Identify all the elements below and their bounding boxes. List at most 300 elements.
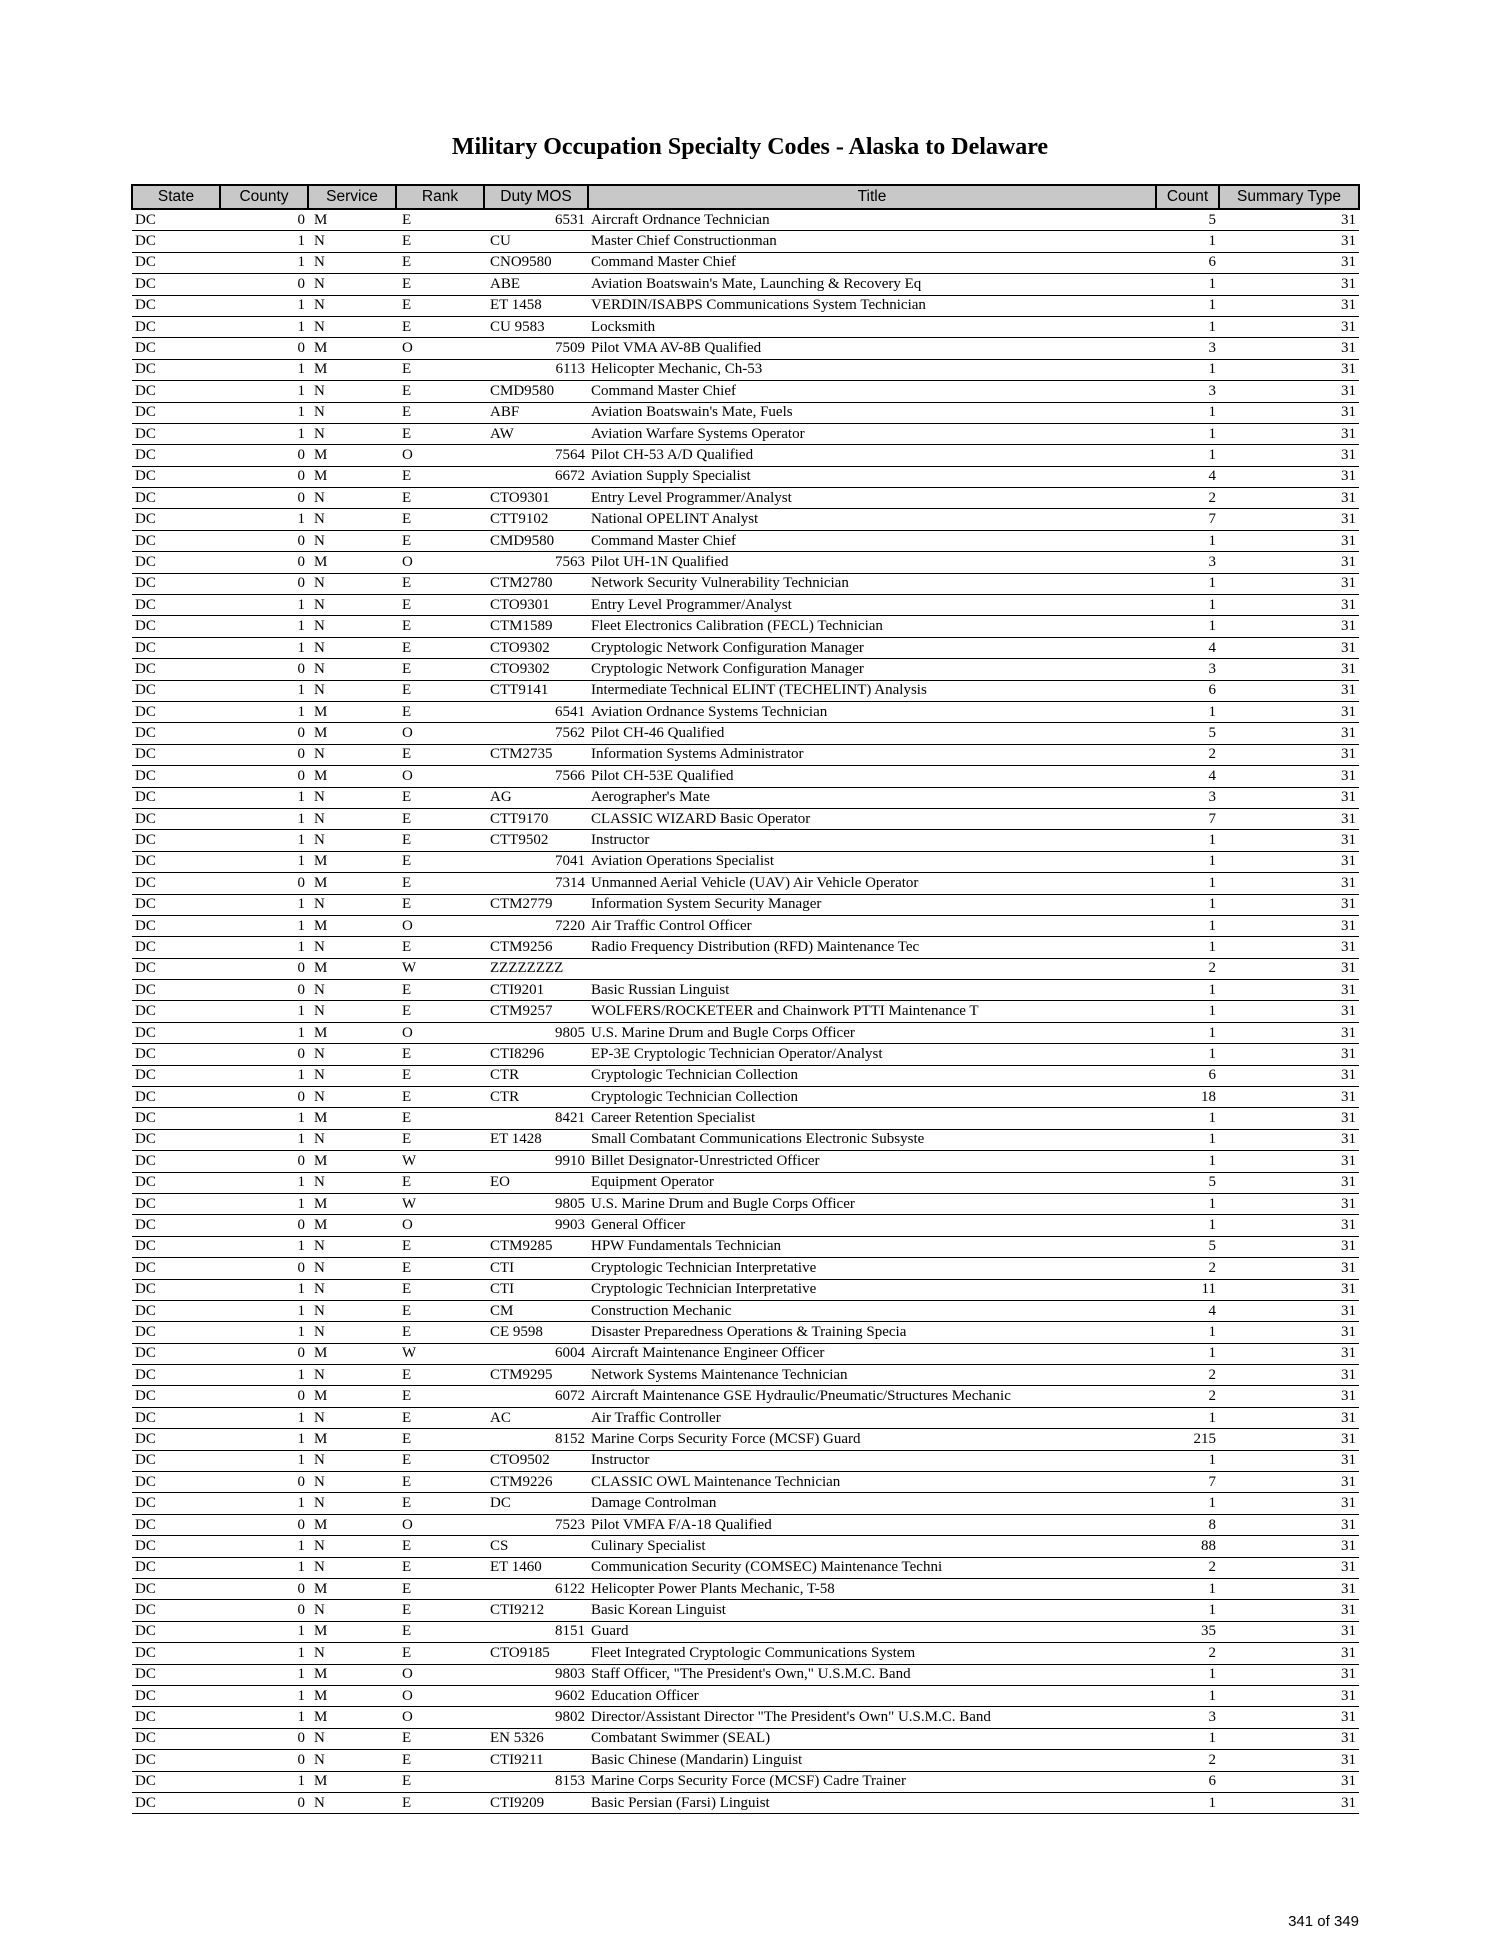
county-cell: 1 (220, 231, 308, 252)
table-row (132, 209, 1359, 231)
duty-mos-cell: 8421 (484, 1108, 588, 1129)
service-cell: M (308, 1514, 396, 1535)
summary-type-cell: 31 (1219, 252, 1359, 273)
service-cell: N (308, 1493, 396, 1514)
count-cell: 1 (1156, 873, 1219, 894)
duty-mos-cell: 9602 (484, 1685, 588, 1706)
county-cell: 0 (220, 209, 308, 231)
county-cell: 0 (220, 873, 308, 894)
rank-cell: E (396, 1493, 484, 1514)
table-row (132, 701, 1359, 722)
county-cell: 1 (220, 359, 308, 380)
county-cell: 0 (220, 1792, 308, 1813)
count-cell: 1 (1156, 1322, 1219, 1343)
rank-cell: O (396, 552, 484, 573)
title-cell: Communication Security (COMSEC) Maintenance Techni (588, 1557, 1156, 1578)
count-cell: 1 (1156, 1022, 1219, 1043)
summary-type-cell: 31 (1219, 894, 1359, 915)
summary-type-cell: 31 (1219, 1236, 1359, 1257)
duty-mos-cell: CTO9502 (484, 1450, 588, 1471)
title-cell: Entry Level Programmer/Analyst (588, 488, 1156, 509)
rank-cell: O (396, 338, 484, 359)
county-cell: 1 (220, 1129, 308, 1150)
summary-type-cell: 31 (1219, 595, 1359, 616)
state-cell: DC (132, 1600, 220, 1621)
count-cell: 7 (1156, 509, 1219, 530)
rank-cell: E (396, 873, 484, 894)
service-cell: N (308, 1322, 396, 1343)
rank-cell: E (396, 466, 484, 487)
duty-mos-cell: 7314 (484, 873, 588, 894)
count-cell: 1 (1156, 894, 1219, 915)
state-cell: DC (132, 980, 220, 1001)
title-cell: Combatant Swimmer (SEAL) (588, 1728, 1156, 1749)
county-cell: 0 (220, 1215, 308, 1236)
count-cell: 2 (1156, 1386, 1219, 1407)
summary-type-cell: 31 (1219, 744, 1359, 765)
county-cell: 1 (220, 1322, 308, 1343)
county-cell: 0 (220, 1151, 308, 1172)
service-cell: N (308, 423, 396, 444)
service-cell: N (308, 1728, 396, 1749)
title-cell: Information System Security Manager (588, 894, 1156, 915)
summary-type-cell: 31 (1219, 1343, 1359, 1364)
count-cell: 4 (1156, 466, 1219, 487)
summary-type-cell: 31 (1219, 851, 1359, 872)
title-cell: Cryptologic Technician Collection (588, 1087, 1156, 1108)
table-row (132, 723, 1359, 744)
county-cell: 0 (220, 744, 308, 765)
table-row (132, 851, 1359, 872)
title-cell: Disaster Preparedness Operations & Training Specia (588, 1322, 1156, 1343)
count-cell: 1 (1156, 1579, 1219, 1600)
state-cell: DC (132, 1514, 220, 1535)
state-cell: DC (132, 1236, 220, 1257)
service-cell: M (308, 1193, 396, 1214)
title-cell: Cryptologic Network Configuration Manager (588, 659, 1156, 680)
county-cell: 0 (220, 1750, 308, 1771)
count-cell: 2 (1156, 958, 1219, 979)
title-cell: Marine Corps Security Force (MCSF) Cadre Trainer (588, 1771, 1156, 1792)
service-cell: M (308, 1108, 396, 1129)
table-row (132, 1258, 1359, 1279)
count-cell: 2 (1156, 1643, 1219, 1664)
table-row (132, 573, 1359, 594)
summary-type-cell: 31 (1219, 1407, 1359, 1428)
title-cell: Helicopter Power Plants Mechanic, T-58 (588, 1579, 1156, 1600)
county-cell: 1 (220, 680, 308, 701)
summary-type-cell: 31 (1219, 552, 1359, 573)
service-cell: N (308, 659, 396, 680)
table-row (132, 252, 1359, 273)
table-row (132, 552, 1359, 573)
state-cell: DC (132, 616, 220, 637)
rank-cell: E (396, 1108, 484, 1129)
summary-type-cell: 31 (1219, 1322, 1359, 1343)
title-cell: Basic Persian (Farsi) Linguist (588, 1792, 1156, 1813)
title-cell: Aviation Operations Specialist (588, 851, 1156, 872)
service-cell: N (308, 252, 396, 273)
title-cell: Marine Corps Security Force (MCSF) Guard (588, 1429, 1156, 1450)
table-row (132, 1236, 1359, 1257)
rank-cell: E (396, 1365, 484, 1386)
mos-table (131, 184, 1360, 1814)
title-cell: Information Systems Administrator (588, 744, 1156, 765)
duty-mos-cell: CE 9598 (484, 1322, 588, 1343)
rank-cell: E (396, 1579, 484, 1600)
county-cell: 1 (220, 894, 308, 915)
count-cell: 18 (1156, 1087, 1219, 1108)
rank-cell: O (396, 1707, 484, 1728)
service-cell: N (308, 1236, 396, 1257)
state-cell: DC (132, 744, 220, 765)
county-cell: 0 (220, 980, 308, 1001)
county-cell: 0 (220, 766, 308, 787)
rank-cell: W (396, 958, 484, 979)
count-cell: 5 (1156, 1172, 1219, 1193)
title-cell: General Officer (588, 1215, 1156, 1236)
table-row (132, 1514, 1359, 1535)
summary-type-cell: 31 (1219, 1450, 1359, 1471)
rank-cell: E (396, 1750, 484, 1771)
count-cell: 1 (1156, 1044, 1219, 1065)
table-row (132, 616, 1359, 637)
state-cell: DC (132, 231, 220, 252)
county-cell: 1 (220, 1365, 308, 1386)
service-cell: N (308, 1300, 396, 1321)
table-row (132, 1151, 1359, 1172)
table-row (132, 1450, 1359, 1471)
county-cell: 1 (220, 1536, 308, 1557)
title-cell: Aerographer's Mate (588, 787, 1156, 808)
county-cell: 1 (220, 1664, 308, 1685)
duty-mos-cell: 6541 (484, 701, 588, 722)
count-cell: 1 (1156, 1728, 1219, 1749)
rank-cell: O (396, 1685, 484, 1706)
duty-mos-cell: 8151 (484, 1621, 588, 1642)
title-cell: Cryptologic Network Configuration Manager (588, 637, 1156, 658)
table-row (132, 1728, 1359, 1749)
summary-type-cell: 31 (1219, 381, 1359, 402)
count-cell: 5 (1156, 209, 1219, 231)
title-cell: EP-3E Cryptologic Technician Operator/Analyst (588, 1044, 1156, 1065)
county-cell: 1 (220, 509, 308, 530)
count-cell: 1 (1156, 1493, 1219, 1514)
state-cell: DC (132, 1065, 220, 1086)
state-cell: DC (132, 1151, 220, 1172)
count-cell: 1 (1156, 573, 1219, 594)
table-row (132, 808, 1359, 829)
duty-mos-cell: 6122 (484, 1579, 588, 1600)
duty-mos-cell: CTI (484, 1279, 588, 1300)
count-cell: 2 (1156, 488, 1219, 509)
county-cell: 1 (220, 830, 308, 851)
duty-mos-cell: CTM9257 (484, 1001, 588, 1022)
county-cell: 0 (220, 274, 308, 295)
service-cell: M (308, 1685, 396, 1706)
state-cell: DC (132, 1472, 220, 1493)
title-cell: Fleet Integrated Cryptologic Communications System (588, 1643, 1156, 1664)
rank-cell: E (396, 1450, 484, 1471)
summary-type-cell: 31 (1219, 1514, 1359, 1535)
summary-type-cell: 31 (1219, 723, 1359, 744)
count-cell: 4 (1156, 1300, 1219, 1321)
service-cell: N (308, 274, 396, 295)
state-cell: DC (132, 1621, 220, 1642)
count-cell: 1 (1156, 1108, 1219, 1129)
table-row (132, 1664, 1359, 1685)
count-cell: 1 (1156, 595, 1219, 616)
count-cell: 5 (1156, 1236, 1219, 1257)
state-cell: DC (132, 701, 220, 722)
service-cell: N (308, 1365, 396, 1386)
state-cell: DC (132, 595, 220, 616)
state-cell: DC (132, 573, 220, 594)
table-row (132, 1065, 1359, 1086)
title-cell: Pilot VMA AV-8B Qualified (588, 338, 1156, 359)
table-row (132, 1300, 1359, 1321)
count-cell: 2 (1156, 744, 1219, 765)
county-cell: 1 (220, 915, 308, 936)
count-cell: 1 (1156, 359, 1219, 380)
county-cell: 1 (220, 381, 308, 402)
duty-mos-cell: CTI9212 (484, 1600, 588, 1621)
count-cell: 1 (1156, 530, 1219, 551)
rank-cell: E (396, 1300, 484, 1321)
title-cell: Pilot CH-53 A/D Qualified (588, 445, 1156, 466)
duty-mos-cell: CTO9301 (484, 488, 588, 509)
service-cell: N (308, 680, 396, 701)
service-cell: N (308, 830, 396, 851)
county-cell: 1 (220, 252, 308, 273)
count-cell: 6 (1156, 1065, 1219, 1086)
rank-cell: E (396, 1728, 484, 1749)
duty-mos-cell: 7220 (484, 915, 588, 936)
table-row (132, 680, 1359, 701)
rank-cell: E (396, 1236, 484, 1257)
duty-mos-cell: CTO9302 (484, 637, 588, 658)
summary-type-cell: 31 (1219, 338, 1359, 359)
table-row (132, 1557, 1359, 1578)
county-cell: 0 (220, 1579, 308, 1600)
summary-type-cell: 31 (1219, 1258, 1359, 1279)
summary-type-cell: 31 (1219, 466, 1359, 487)
title-cell: CLASSIC WIZARD Basic Operator (588, 808, 1156, 829)
rank-cell: E (396, 1429, 484, 1450)
rank-cell: E (396, 659, 484, 680)
table-body (132, 209, 1359, 1814)
service-cell: N (308, 616, 396, 637)
service-cell: N (308, 530, 396, 551)
count-cell: 2 (1156, 1365, 1219, 1386)
rank-cell: E (396, 1600, 484, 1621)
col-header-summary-type: Summary Type (1219, 185, 1359, 209)
count-cell: 3 (1156, 381, 1219, 402)
title-cell: Aircraft Maintenance Engineer Officer (588, 1343, 1156, 1364)
county-cell: 1 (220, 1172, 308, 1193)
summary-type-cell: 31 (1219, 316, 1359, 337)
count-cell: 1 (1156, 1792, 1219, 1813)
table-row (132, 488, 1359, 509)
count-cell: 215 (1156, 1429, 1219, 1450)
summary-type-cell: 31 (1219, 1493, 1359, 1514)
title-cell: Instructor (588, 1450, 1156, 1471)
count-cell: 6 (1156, 1771, 1219, 1792)
table-header-row (132, 185, 1359, 209)
county-cell: 1 (220, 637, 308, 658)
duty-mos-cell: CTT9141 (484, 680, 588, 701)
state-cell: DC (132, 808, 220, 829)
table-row (132, 1493, 1359, 1514)
count-cell: 1 (1156, 1001, 1219, 1022)
county-cell: 0 (220, 958, 308, 979)
rank-cell: E (396, 295, 484, 316)
county-cell: 1 (220, 595, 308, 616)
summary-type-cell: 31 (1219, 209, 1359, 231)
table-row (132, 744, 1359, 765)
table-row (132, 1193, 1359, 1214)
state-cell: DC (132, 1450, 220, 1471)
county-cell: 1 (220, 1429, 308, 1450)
count-cell: 1 (1156, 980, 1219, 1001)
service-cell: N (308, 1065, 396, 1086)
service-cell: N (308, 1557, 396, 1578)
summary-type-cell: 31 (1219, 915, 1359, 936)
duty-mos-cell: CTM1589 (484, 616, 588, 637)
table-row (132, 1108, 1359, 1129)
state-cell: DC (132, 894, 220, 915)
service-cell: N (308, 1643, 396, 1664)
state-cell: DC (132, 1643, 220, 1664)
state-cell: DC (132, 252, 220, 273)
rank-cell: E (396, 381, 484, 402)
service-cell: M (308, 1343, 396, 1364)
service-cell: N (308, 1001, 396, 1022)
table-row (132, 381, 1359, 402)
county-cell: 1 (220, 1771, 308, 1792)
state-cell: DC (132, 423, 220, 444)
table-row (132, 295, 1359, 316)
page-number: 341 of 349 (1288, 1913, 1359, 1930)
table-row (132, 274, 1359, 295)
col-header-county: County (220, 185, 308, 209)
title-cell: Aircraft Maintenance GSE Hydraulic/Pneumatic/Structures Mechanic (588, 1386, 1156, 1407)
summary-type-cell: 31 (1219, 830, 1359, 851)
count-cell: 6 (1156, 252, 1219, 273)
service-cell: M (308, 1022, 396, 1043)
state-cell: DC (132, 787, 220, 808)
table-row (132, 1407, 1359, 1428)
summary-type-cell: 31 (1219, 1022, 1359, 1043)
county-cell: 1 (220, 1022, 308, 1043)
summary-type-cell: 31 (1219, 1429, 1359, 1450)
rank-cell: E (396, 488, 484, 509)
rank-cell: O (396, 766, 484, 787)
state-cell: DC (132, 766, 220, 787)
county-cell: 1 (220, 1707, 308, 1728)
title-cell: National OPELINT Analyst (588, 509, 1156, 530)
count-cell: 1 (1156, 1151, 1219, 1172)
rank-cell: E (396, 1258, 484, 1279)
state-cell: DC (132, 637, 220, 658)
rank-cell: E (396, 1643, 484, 1664)
col-header-title: Title (588, 185, 1156, 209)
table-row (132, 359, 1359, 380)
title-cell: Aviation Boatswain's Mate, Fuels (588, 402, 1156, 423)
count-cell: 1 (1156, 937, 1219, 958)
county-cell: 1 (220, 616, 308, 637)
state-cell: DC (132, 680, 220, 701)
service-cell: N (308, 231, 396, 252)
county-cell: 1 (220, 787, 308, 808)
summary-type-cell: 31 (1219, 1579, 1359, 1600)
summary-type-cell: 31 (1219, 1044, 1359, 1065)
county-cell: 1 (220, 423, 308, 444)
duty-mos-cell: 6072 (484, 1386, 588, 1407)
col-header-rank: Rank (396, 185, 484, 209)
duty-mos-cell: 7509 (484, 338, 588, 359)
service-cell: N (308, 1450, 396, 1471)
summary-type-cell: 31 (1219, 1536, 1359, 1557)
summary-type-cell: 31 (1219, 937, 1359, 958)
duty-mos-cell: ABF (484, 402, 588, 423)
duty-mos-cell: 9910 (484, 1151, 588, 1172)
summary-type-cell: 31 (1219, 1750, 1359, 1771)
duty-mos-cell: 6004 (484, 1343, 588, 1364)
title-cell: Aviation Ordnance Systems Technician (588, 701, 1156, 722)
duty-mos-cell: ET 1428 (484, 1129, 588, 1150)
service-cell: N (308, 381, 396, 402)
duty-mos-cell: CU 9583 (484, 316, 588, 337)
state-cell: DC (132, 209, 220, 231)
title-cell: Pilot UH-1N Qualified (588, 552, 1156, 573)
col-header-count: Count (1156, 185, 1219, 209)
state-cell: DC (132, 1792, 220, 1813)
count-cell: 1 (1156, 1664, 1219, 1685)
rank-cell: E (396, 1536, 484, 1557)
table-row (132, 1621, 1359, 1642)
service-cell: M (308, 1215, 396, 1236)
table-row (132, 1386, 1359, 1407)
summary-type-cell: 31 (1219, 423, 1359, 444)
service-cell: M (308, 873, 396, 894)
title-cell: Career Retention Specialist (588, 1108, 1156, 1129)
rank-cell: E (396, 402, 484, 423)
duty-mos-cell: AC (484, 1407, 588, 1428)
service-cell: N (308, 894, 396, 915)
service-cell: M (308, 1771, 396, 1792)
title-cell: Radio Frequency Distribution (RFD) Maintenance Tec (588, 937, 1156, 958)
count-cell: 1 (1156, 1193, 1219, 1214)
county-cell: 0 (220, 1472, 308, 1493)
summary-type-cell: 31 (1219, 1001, 1359, 1022)
table-row (132, 1643, 1359, 1664)
rank-cell: E (396, 851, 484, 872)
count-cell: 1 (1156, 1215, 1219, 1236)
county-cell: 0 (220, 1514, 308, 1535)
state-cell: DC (132, 509, 220, 530)
title-cell: Air Traffic Control Officer (588, 915, 1156, 936)
county-cell: 1 (220, 1193, 308, 1214)
state-cell: DC (132, 1001, 220, 1022)
duty-mos-cell: ET 1460 (484, 1557, 588, 1578)
table-row (132, 1322, 1359, 1343)
county-cell: 0 (220, 1044, 308, 1065)
rank-cell: E (396, 808, 484, 829)
county-cell: 0 (220, 488, 308, 509)
state-cell: DC (132, 723, 220, 744)
duty-mos-cell: CTM2735 (484, 744, 588, 765)
